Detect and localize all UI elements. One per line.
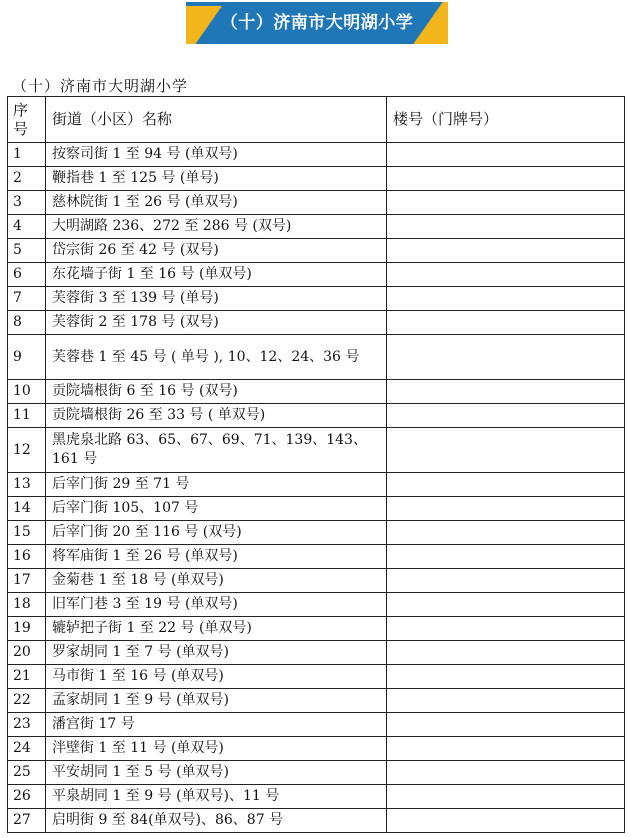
row-no: 18 (8, 593, 46, 617)
row-street: 辘轳把子街 1 至 22 号 (单双号) (46, 617, 387, 641)
row-building (387, 809, 625, 833)
row-building (387, 737, 625, 761)
row-no: 4 (8, 215, 46, 239)
table-row (8, 785, 625, 809)
row-building (387, 380, 625, 404)
row-no: 7 (8, 287, 46, 311)
table-row (8, 311, 625, 335)
row-street: 贡院墙根街 26 至 33 号 ( 单双号) (46, 404, 387, 428)
row-street: 罗家胡同 1 至 7 号 (单双号) (46, 641, 387, 665)
table-row (8, 569, 625, 593)
row-street: 将军庙街 1 至 26 号 (单双号) (46, 545, 387, 569)
row-no: 6 (8, 263, 46, 287)
row-no: 25 (8, 761, 46, 785)
row-no: 22 (8, 689, 46, 713)
row-building (387, 593, 625, 617)
row-building (387, 545, 625, 569)
row-street: 启明街 9 至 84(单双号)、86、87 号 (46, 809, 387, 833)
row-street: 按察司街 1 至 94 号 (单双号) (46, 143, 387, 167)
table-row (8, 428, 625, 473)
row-street: 泮壁街 1 至 11 号 (单双号) (46, 737, 387, 761)
row-street: 东花墙子街 1 至 16 号 (单双号) (46, 263, 387, 287)
header-building: 楼号（门牌号） (387, 97, 625, 143)
table-row (8, 809, 625, 833)
row-building (387, 335, 625, 380)
table-row (8, 335, 625, 380)
table-row (8, 215, 625, 239)
row-no: 10 (8, 380, 46, 404)
row-street: 岱宗街 26 至 42 号 (双号) (46, 239, 387, 263)
row-building (387, 473, 625, 497)
row-no: 9 (8, 335, 46, 380)
table-row (8, 263, 625, 287)
table-row (8, 473, 625, 497)
row-street: 芙蓉街 3 至 139 号 (单号) (46, 287, 387, 311)
row-building (387, 569, 625, 593)
district-table (7, 96, 625, 833)
row-no: 19 (8, 617, 46, 641)
row-building (387, 404, 625, 428)
table-row (8, 521, 625, 545)
table-row (8, 143, 625, 167)
row-building (387, 617, 625, 641)
table-row (8, 689, 625, 713)
row-building (387, 287, 625, 311)
section-banner (186, 2, 448, 44)
row-building (387, 761, 625, 785)
row-street: 潘宫街 17 号 (46, 713, 387, 737)
header-street: 街道（小区）名称 (46, 97, 387, 143)
row-street: 芙蓉街 2 至 178 号 (双号) (46, 311, 387, 335)
table-row (8, 617, 625, 641)
banner-title: （十）济南市大明湖小学 (220, 13, 414, 33)
row-building (387, 215, 625, 239)
row-street: 芙蓉巷 1 至 45 号 ( 单号 ), 10、12、24、36 号 (46, 335, 387, 380)
row-building (387, 497, 625, 521)
row-building (387, 641, 625, 665)
row-no: 1 (8, 143, 46, 167)
table-row (8, 497, 625, 521)
row-building (387, 785, 625, 809)
row-no: 12 (8, 428, 46, 473)
table-row (8, 239, 625, 263)
row-no: 3 (8, 191, 46, 215)
row-no: 26 (8, 785, 46, 809)
row-building (387, 521, 625, 545)
row-no: 11 (8, 404, 46, 428)
row-street: 黑虎泉北路 63、65、67、69、71、139、143、161 号 (46, 428, 387, 473)
header-no: 序 号 (8, 97, 46, 143)
table-row (8, 665, 625, 689)
row-no: 17 (8, 569, 46, 593)
row-building (387, 143, 625, 167)
row-building (387, 689, 625, 713)
row-no: 2 (8, 167, 46, 191)
row-street: 鞭指巷 1 至 125 号 (单号) (46, 167, 387, 191)
row-no: 8 (8, 311, 46, 335)
table-header-row (8, 97, 625, 143)
row-street: 平泉胡同 1 至 9 号 (单双号)、11 号 (46, 785, 387, 809)
table-row (8, 545, 625, 569)
table-row (8, 713, 625, 737)
table-row (8, 641, 625, 665)
row-street: 平安胡同 1 至 5 号 (单双号) (46, 761, 387, 785)
table-row (8, 593, 625, 617)
row-building (387, 311, 625, 335)
row-no: 21 (8, 665, 46, 689)
row-building (387, 428, 625, 473)
row-building (387, 191, 625, 215)
row-no: 14 (8, 497, 46, 521)
row-street: 贡院墙根街 6 至 16 号 (双号) (46, 380, 387, 404)
row-street: 孟家胡同 1 至 9 号 (单双号) (46, 689, 387, 713)
row-street: 马市街 1 至 16 号 (单双号) (46, 665, 387, 689)
row-street: 大明湖路 236、272 至 286 号 (双号) (46, 215, 387, 239)
row-building (387, 263, 625, 287)
row-street: 后宰门街 105、107 号 (46, 497, 387, 521)
table-row (8, 404, 625, 428)
section-title: （十）济南市大明湖小学 (12, 77, 189, 95)
table-row (8, 761, 625, 785)
row-no: 16 (8, 545, 46, 569)
row-street: 旧军门巷 3 至 19 号 (单双号) (46, 593, 387, 617)
table-row (8, 737, 625, 761)
row-no: 15 (8, 521, 46, 545)
row-no: 5 (8, 239, 46, 263)
row-no: 23 (8, 713, 46, 737)
table-row (8, 191, 625, 215)
row-no: 27 (8, 809, 46, 833)
row-street: 慈林院街 1 至 26 号 (单双号) (46, 191, 387, 215)
row-no: 20 (8, 641, 46, 665)
row-no: 24 (8, 737, 46, 761)
table-row (8, 380, 625, 404)
row-no: 13 (8, 473, 46, 497)
row-street: 金菊巷 1 至 18 号 (单双号) (46, 569, 387, 593)
row-street: 后宰门街 29 至 71 号 (46, 473, 387, 497)
table-row (8, 287, 625, 311)
table-row (8, 167, 625, 191)
row-building (387, 167, 625, 191)
row-building (387, 239, 625, 263)
row-street: 后宰门街 20 至 116 号 (双号) (46, 521, 387, 545)
row-building (387, 665, 625, 689)
row-building (387, 713, 625, 737)
